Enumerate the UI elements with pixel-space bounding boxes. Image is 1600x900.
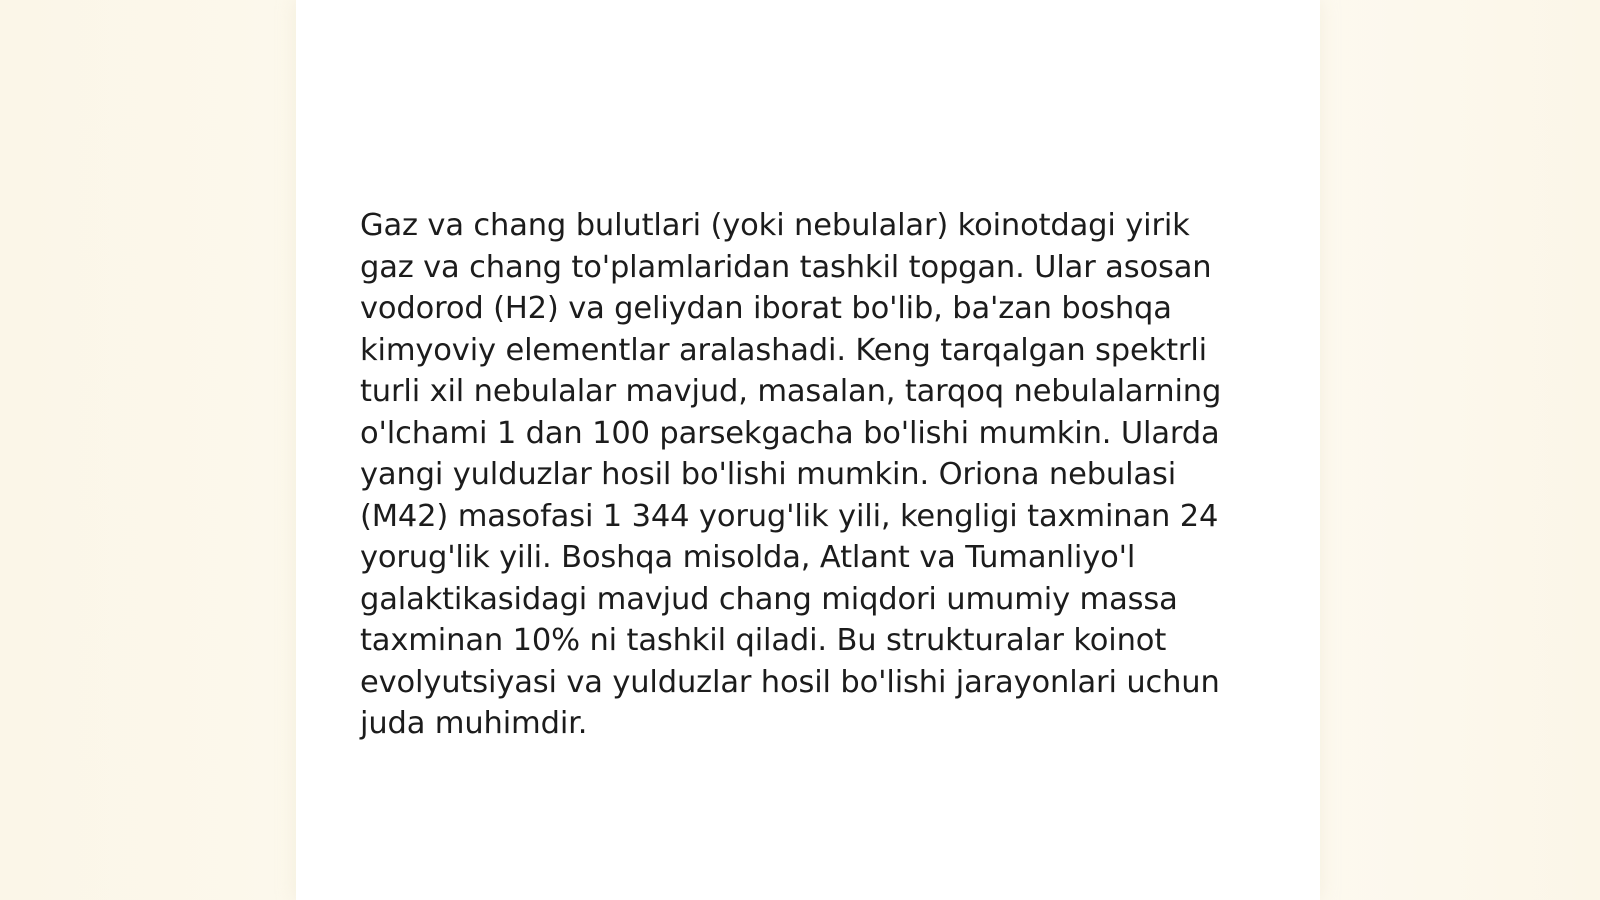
right-margin-background (1320, 0, 1600, 900)
left-margin-background (0, 0, 296, 900)
body-paragraph: Gaz va chang bulutlari (yoki nebulalar) koinotdagi yirik gaz va chang to'plamlaridan tashkil topgan. Ular asosan vodorod (H2) va geliydan iborat bo'lib, ba'zan boshqa kimyoviy elementlar aralashadi. Keng tarqalgan spektrli turli xil nebulalar mavjud, masalan, tarqoq nebulalarning o'lchami 1 dan 100 parsekgacha bo'lishi mumkin. Ularda yangi yulduzlar hosil bo'lishi mumkin. Oriona nebulasi (M42) masofasi 1 344 yorug'lik yili, kengligi taxminan 24 yorug'lik yili. Boshqa misolda, Atlant va Tumanliyo'l galaktikasidagi mavjud chang miqdori umumiy massa taxminan 10% ni tashkil qiladi. Bu strukturalar koinot evolyutsiyasi va yulduzlar hosil bo'lishi jarayonlari uchun juda muhimdir. (360, 208, 1222, 741)
document-page (296, 0, 1320, 900)
